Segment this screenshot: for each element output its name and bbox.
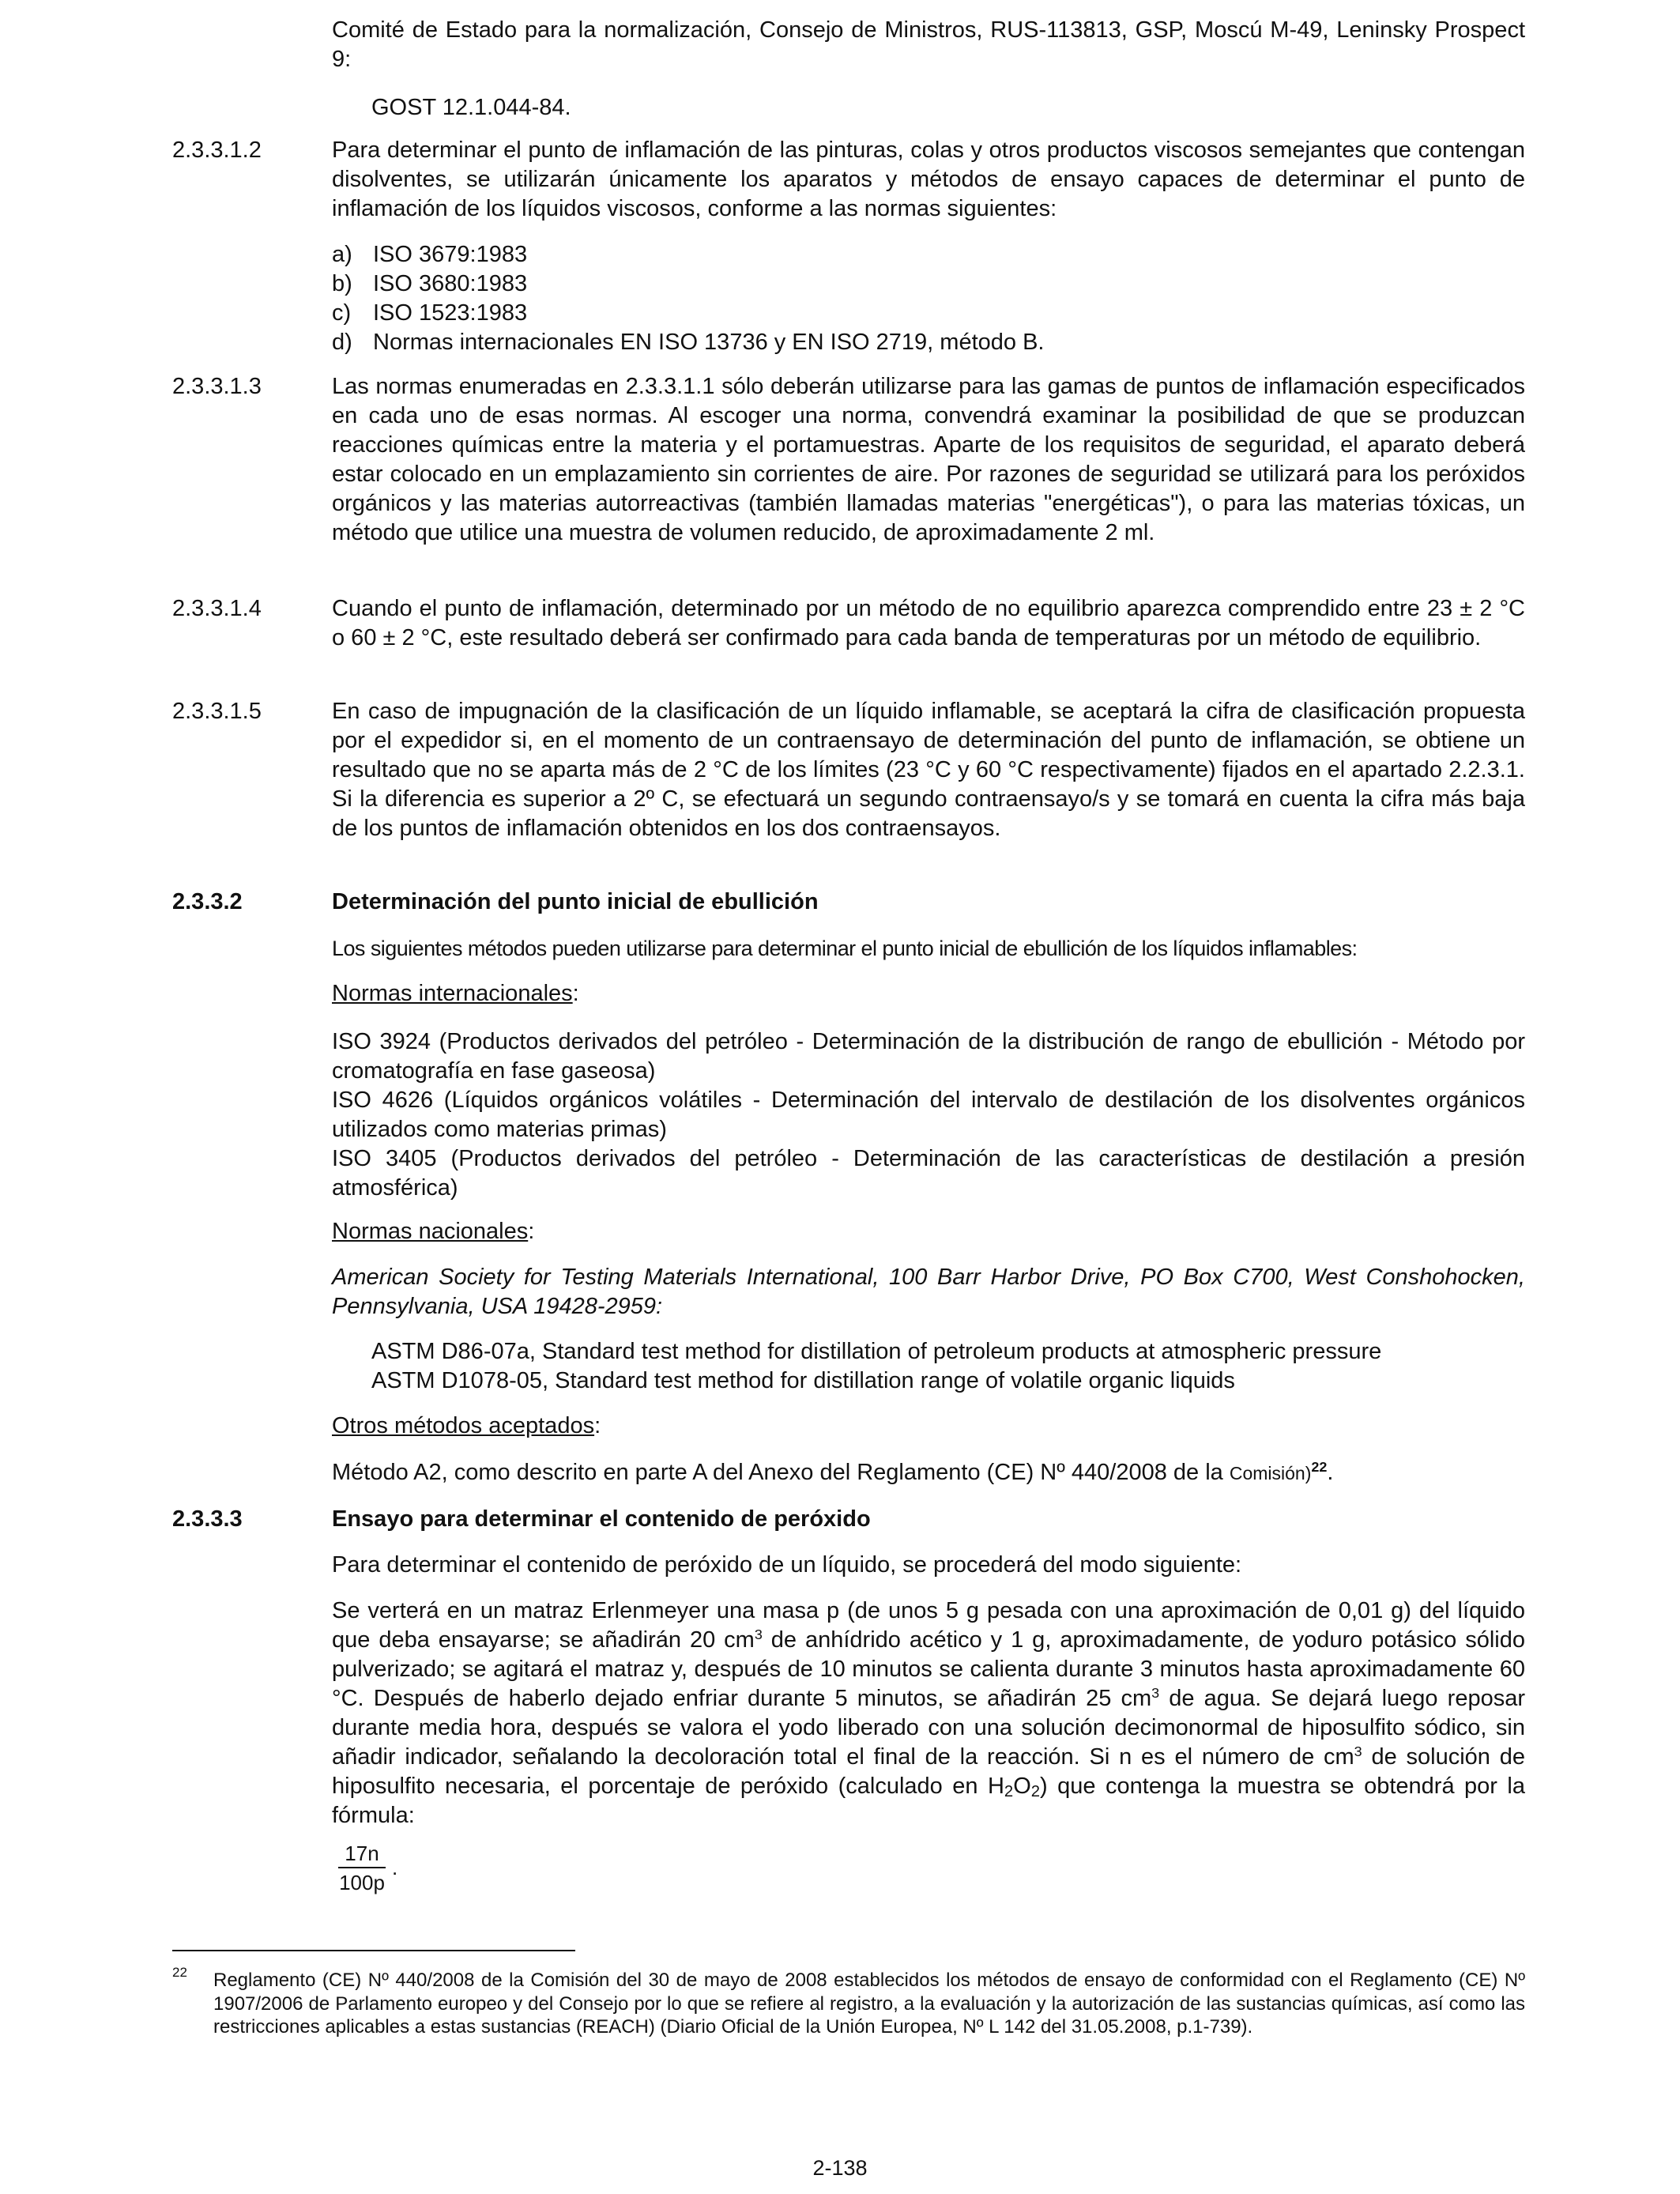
section-number: 2.3.3.2 [172,889,243,914]
list-item: c) ISO 1523:1983 [332,300,528,326]
method-a2: Método A2, como descrito en parte A del Anexo del Reglamento (CE) Nº 440/2008 de la Comisión)$^{22}$. [332,1459,1334,1485]
list-item: a) ISO 3679:1983 [332,242,528,267]
footnote-text: Reglamento (CE) Nº 440/2008 de la Comisión del 30 de mayo de 2008 establecidos los métodos de ensayo de conformidad con el Reglamento (CE) Nº 1907/2006 de Parlamento europeo y del Consejo por lo que se refiere al registro, a la evaluación y la autorización de las sustancias químicas, así como las restricciones aplicables a estas sustancias (REACH) (Diario Oficial de la Unión Europea, Nº L 142 del 31.05.2008, p.1-739). [213,1970,1525,2038]
list-item: ISO 3924 (Productos derivados del petróleo - Determinación de la distribución de rango de ebullición - Método por cromatografía en fase gaseosa) [332,1029,1525,1084]
intro-text: Comité de Estado para la normalización, Consejo de Ministros, RUS-113813, GSP, Moscú M-49, Leninsky Prospect 9: [332,17,1525,72]
section-number: 2.3.3.1.4 [172,596,262,621]
astm-standards-list [371,1337,1525,1396]
astm-organization: American Society for Testing Materials International, 100 Barr Harbor Drive, PO Box C700, West Conshohocken, Pennsylvania, USA 19428-2959: [332,1265,1525,1319]
section-number: 2.3.3.1.5 [172,699,262,724]
section-paragraph: Para determinar el punto de inflamación de las pinturas, colas y otros productos viscosos semejantes que contengan disolventes, se utilizarán únicamente los aparatos y métodos de ensayo capaces de determinar el punto de inflamación de los líquidos viscosos, conforme a las normas siguientes: [332,138,1525,221]
intro-paragraph [332,16,1525,74]
list-item: ISO 4626 (Líquidos orgánicos volátiles - Determinación del intervalo de destilación de los disolventes orgánicos utilizados como materias primas) [332,1088,1525,1142]
section-paragraph: Cuando el punto de inflamación, determinado por un método de no equilibrio aparezca comprendido entre 23 ± 2 °C o 60 ± 2 °C, este resultado deberá ser confirmado para cada banda de temperaturas por un método de equilibrio. [332,596,1525,650]
list-item: d) Normas internacionales EN ISO 13736 y EN ISO 2719, método B. [332,330,1045,355]
formula-period: . [392,1856,398,1879]
section-number: 2.3.3.1.2 [172,138,262,163]
list-item: b) ISO 3680:1983 [332,271,528,296]
gost-standard: GOST 12.1.044-84. [371,95,571,120]
list-item: ASTM D86-07a, Standard test method for distillation of petroleum products at atmospheric pressure [371,1339,1382,1364]
footnote-divider [172,1950,575,1951]
footnote-number: 22 [172,1965,187,1980]
section-heading: Determinación del punto inicial de ebullición [332,889,819,914]
list-item: ASTM D1078-05, Standard test method for distillation range of volatile organic liquids [371,1368,1235,1393]
formula-denominator: 100p [339,1871,385,1894]
intl-standards-list [332,1027,1525,1203]
section-paragraph: En caso de impugnación de la clasificación de un líquido inflamable, se aceptará la cifra de clasificación propuesta por el expedidor si, en el momento de un contraensayo de determinación del punto de inflamación, se obtiene un resultado que no se aparta más de 2 °C de los límites (23 °C y 60 °C respectivamente) fijados en el apartado 2.2.3.1. Si la diferencia es superior a 2º C, se efectuará un segundo contraensayo/s y se tomará en cuenta la cifra más baja de los puntos de inflamación obtenidos en los dos contraensayos. [332,699,1525,841]
section-number: 2.3.3.1.3 [172,374,262,399]
section-number: 2.3.3.3 [172,1506,243,1532]
section-paragraph: Las normas enumeradas en 2.3.3.1.1 sólo deberán utilizarse para las gamas de puntos de inflamación especificados en cada uno de esas normas. Al escoger una norma, convendrá examinar la posibilidad de que se produzcan reacciones químicas entre la materia y el portamuestras. Aparte de los requisitos de seguridad, el aparato deberá estar colocado en un emplazamiento sin corrientes de aire. Por razones de seguridad se utilizará para los peróxidos orgánicos y las materias autorreactivas (también llamadas materias "energéticas"), o para las materias tóxicas, un método que utilice una muestra de volumen reducido, de aproximadamente 2 ml. [332,374,1525,545]
page-number: 2-138 [812,2156,868,2180]
national-standards-label: Normas nacionales: [332,1219,535,1244]
intl-standards-label: Normas internacionales: [332,981,579,1006]
list-item: ISO 3405 (Productos derivados del petróleo - Determinación de las características de destilación a presión atmosférica) [332,1146,1525,1201]
iso-list [332,240,1525,357]
footnote-ref: 22 [1311,1459,1328,1476]
boiling-intro: Los siguientes métodos pueden utilizarse para determinar el punto inicial de ebullición de los líquidos inflamables: [332,937,1358,960]
peroxide-intro: Para determinar el contenido de peróxido de un líquido, se procederá del modo siguiente: [332,1552,1242,1578]
other-methods-label: Otros métodos aceptados: [332,1413,601,1438]
formula-numerator: 17n [338,1840,386,1868]
section-heading: Ensayo para determinar el contenido de peróxido [332,1506,871,1532]
peroxide-procedure: Se verterá en un matraz Erlenmeyer una masa p (de unos 5 g pesada con una aproximación de 0,01 g) del líquido que deba ensayarse; se añadirán 20 $cm^3$ de anhídrido acético y 1 g, aproximadamente, de yoduro potásico sólido pulverizado; se agitará el matraz y, después de 10 minutos se calienta durante 3 minutos hasta aproximadamente 60 °C. Después de haberlo dejado enfriar durante 5 minutos, se añadirán 25 $cm^3$ de agua. Se dejará luego reposar durante media hora, después se valora el yodo liberado con una solución decimonormal de hiposulfito sódico, sin añadir indicador, señalando la decoloración total el final de la reacción. Si n es el número de $cm^3$ de solución de hiposulfito necesaria, el porcentaje de peróxido (calculado en $H_2O_2$) que contenga la muestra se obtendrá por la fórmula: [332,1598,1525,1828]
peroxide-formula [338,1840,386,1897]
